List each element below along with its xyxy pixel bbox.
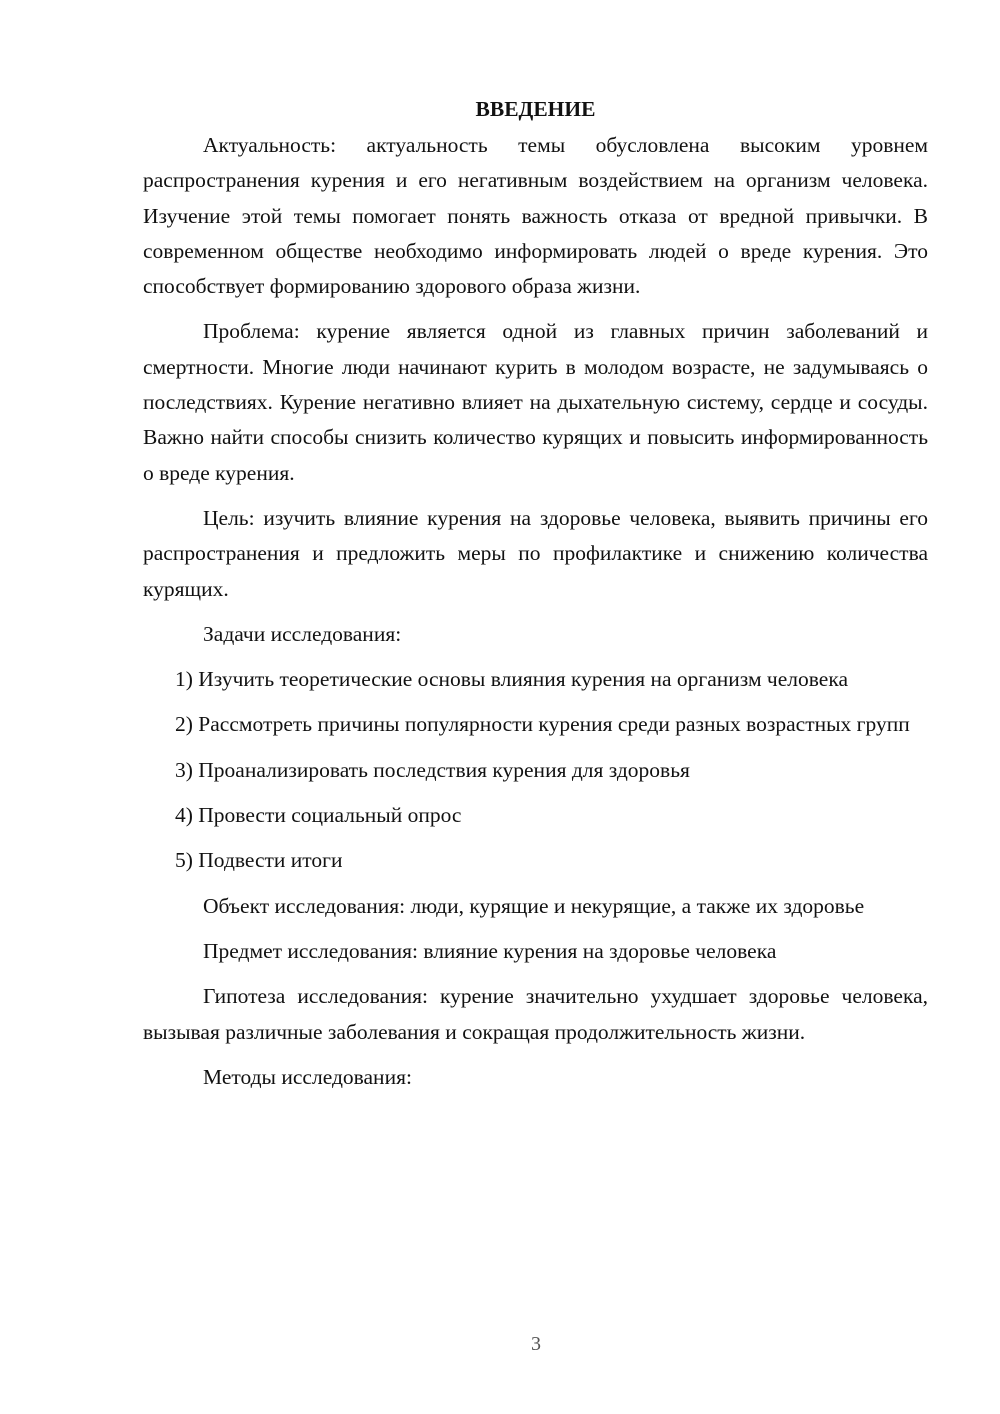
page-number: 3 [531, 1333, 541, 1355]
task-item-4: 4) Провести социальный опрос [175, 803, 462, 828]
task-item-5: 5) Подвести итоги [175, 848, 343, 873]
paragraph-object: Объект исследования: люди, курящие и некурящие, а также их здоровье [203, 893, 865, 918]
paragraph-tasks-heading: Задачи исследования: [203, 621, 402, 646]
document-body [143, 92, 928, 1105]
paragraph-problem: Проблема: курение является одной из главных причин заболеваний и смертности. Многие люди начинают курить в молодом возрасте, не задумываясь о последствиях. Курение негативно влияет на дыхательную систему, сердце и сосуды. Важно найти способы снизить количество курящих и повысить информированность о вреде курения. [143, 319, 928, 485]
paragraph-relevance: Актуальность: актуальность темы обусловлена высоким уровнем распространения курения и его негативным воздействием на организм человека. Изучение этой темы помогает понять важность отказа от вредной привычки. В современном обществе необходимо информировать людей о вреде курения. Это способствует формированию здорового образа жизни. [143, 133, 928, 299]
page-title: ВВЕДЕНИЕ [475, 97, 596, 121]
task-item-3: 3) Проанализировать последствия курения для здоровья [175, 757, 690, 782]
paragraph-methods: Методы исследования: [203, 1064, 412, 1089]
paragraph-hypothesis: Гипотеза исследования: курение значительно ухудшает здоровье человека, вызывая различные заболевания и сокращая продолжительность жизни. [143, 984, 928, 1044]
task-item-2: 2) Рассмотреть причины популярности курения среди разных возрастных групп [175, 712, 910, 737]
paragraph-subject: Предмет исследования: влияние курения на здоровье человека [203, 938, 777, 963]
paragraph-goal: Цель: изучить влияние курения на здоровье человека, выявить причины его распространения и предложить меры по профилактике и снижению количества курящих. [143, 505, 928, 601]
task-item-1: 1) Изучить теоретические основы влияния курения на организм человека [175, 667, 848, 692]
